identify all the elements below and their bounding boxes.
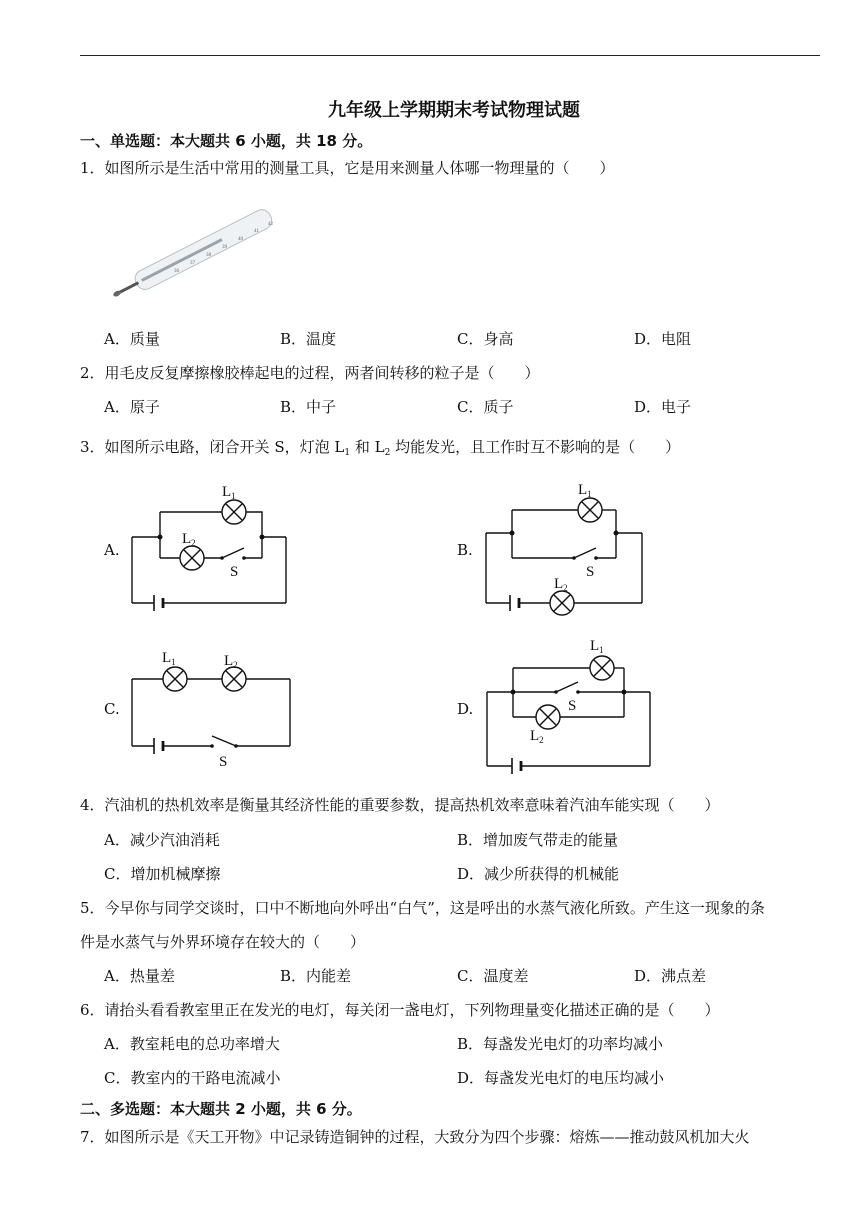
q6-option-a[interactable]: A．教室耗电的总功率增大 xyxy=(104,1035,280,1053)
q6-option-b[interactable]: B．每盏发光电灯的功率均减小 xyxy=(457,1035,664,1053)
b-l2-label: $L_2$ xyxy=(554,576,568,593)
q5-option-d[interactable]: D．沸点差 xyxy=(634,967,707,985)
page-title: 九年级上学期期末考试物理试题 xyxy=(328,100,580,121)
q2-option-b[interactable]: B．中子 xyxy=(280,398,337,416)
q1-option-a[interactable]: A．质量 xyxy=(104,330,160,348)
svg-text:38: 38 xyxy=(206,253,211,258)
q5-option-c[interactable]: C．温度差 xyxy=(457,967,529,985)
q6-option-d[interactable]: D．每盏发光电灯的电压均减小 xyxy=(457,1069,665,1087)
q3-option-a[interactable]: A. xyxy=(104,541,120,559)
q1-option-b[interactable]: B．温度 xyxy=(280,330,337,348)
d-l2-label: $L_2$ xyxy=(530,728,544,745)
b-l1-label: $L_1$ xyxy=(578,482,592,499)
question-5-stem-line2: 件是水蒸气与外界环境存在较大的（ ） xyxy=(80,933,366,951)
question-5-stem-line1: 5．今早你与同学交谈时，口中不断地向外呼出“白气”，这是呼出的水蒸气液化所致。产生这一现象的条 xyxy=(80,899,765,917)
section-1-heading: 一、单选题：本大题共 6 小题，共 18 分。 xyxy=(80,132,373,150)
q1-option-c[interactable]: C．身高 xyxy=(457,330,514,348)
q3-option-b[interactable]: B. xyxy=(457,541,473,559)
q1-option-d[interactable]: D．电阻 xyxy=(634,330,692,348)
question-1-stem: 1．如图所示是生活中常用的测量工具，它是用来测量人体哪一物理量的（ ） xyxy=(80,159,615,177)
svg-text:41: 41 xyxy=(254,229,259,234)
q5-option-a[interactable]: A．热量差 xyxy=(104,967,175,985)
lamp-l1-label: $L_1$ xyxy=(334,438,351,458)
lamp-l2-label: $L_2$ xyxy=(374,438,391,458)
question-2-stem: 2．用毛皮反复摩擦橡胶棒起电的过程，两者间转移的粒子是（ ） xyxy=(80,364,540,382)
b-switch-label: S xyxy=(586,564,595,580)
q6-option-c[interactable]: C．教室内的干路电流减小 xyxy=(104,1069,281,1087)
section-2-heading: 二、多选题：本大题共 2 小题，共 6 分。 xyxy=(80,1100,362,1118)
q2-option-c[interactable]: C．质子 xyxy=(457,398,514,416)
a-l1-label: $L_1$ xyxy=(222,484,236,501)
question-7-stem: 7．如图所示是《天工开物》中记录铸造铜钟的过程，大致分为四个步骤：熔炼——推动鼓风机加大火 xyxy=(80,1128,750,1146)
svg-text:42: 42 xyxy=(268,222,273,227)
q4-option-c[interactable]: C．增加机械摩擦 xyxy=(104,865,221,883)
q2-option-a[interactable]: A．原子 xyxy=(104,398,160,416)
d-switch-label: S xyxy=(568,698,577,714)
svg-text:36: 36 xyxy=(174,269,179,274)
question-6-stem: 6．请抬头看看教室里正在发光的电灯，每关闭一盏电灯，下列物理量变化描述正确的是（ ） xyxy=(80,1001,720,1019)
c-l2-label: $L_2$ xyxy=(224,653,238,670)
q2-option-d[interactable]: D．电子 xyxy=(634,398,692,416)
q4-option-d[interactable]: D．减少所获得的机械能 xyxy=(457,865,620,883)
q3-option-d[interactable]: D. xyxy=(457,700,474,718)
a-l2-label: $L_2$ xyxy=(182,531,196,548)
question-3-stem: 3．如图所示电路，闭合开关 S，灯泡 $L_1$ 和 $L_2$ 均能发光，且工作时互不影响的是（ ） xyxy=(80,438,681,458)
a-switch-label: S xyxy=(230,564,239,580)
c-switch-label: S xyxy=(219,754,228,770)
c-l1-label: $L_1$ xyxy=(162,650,176,667)
d-l1-label: $L_1$ xyxy=(590,638,604,655)
q3-option-c[interactable]: C. xyxy=(104,700,120,718)
q4-option-a[interactable]: A．减少汽油消耗 xyxy=(104,831,220,849)
svg-text:37: 37 xyxy=(190,261,195,266)
svg-text:39: 39 xyxy=(222,245,227,250)
q4-option-b[interactable]: B．增加废气带走的能量 xyxy=(457,831,619,849)
question-4-stem: 4．汽油机的热机效率是衡量其经济性能的重要参数，提高热机效率意味着汽油车能实现（ ） xyxy=(80,796,720,814)
q5-option-b[interactable]: B．内能差 xyxy=(280,967,352,985)
svg-text:40: 40 xyxy=(238,237,243,242)
